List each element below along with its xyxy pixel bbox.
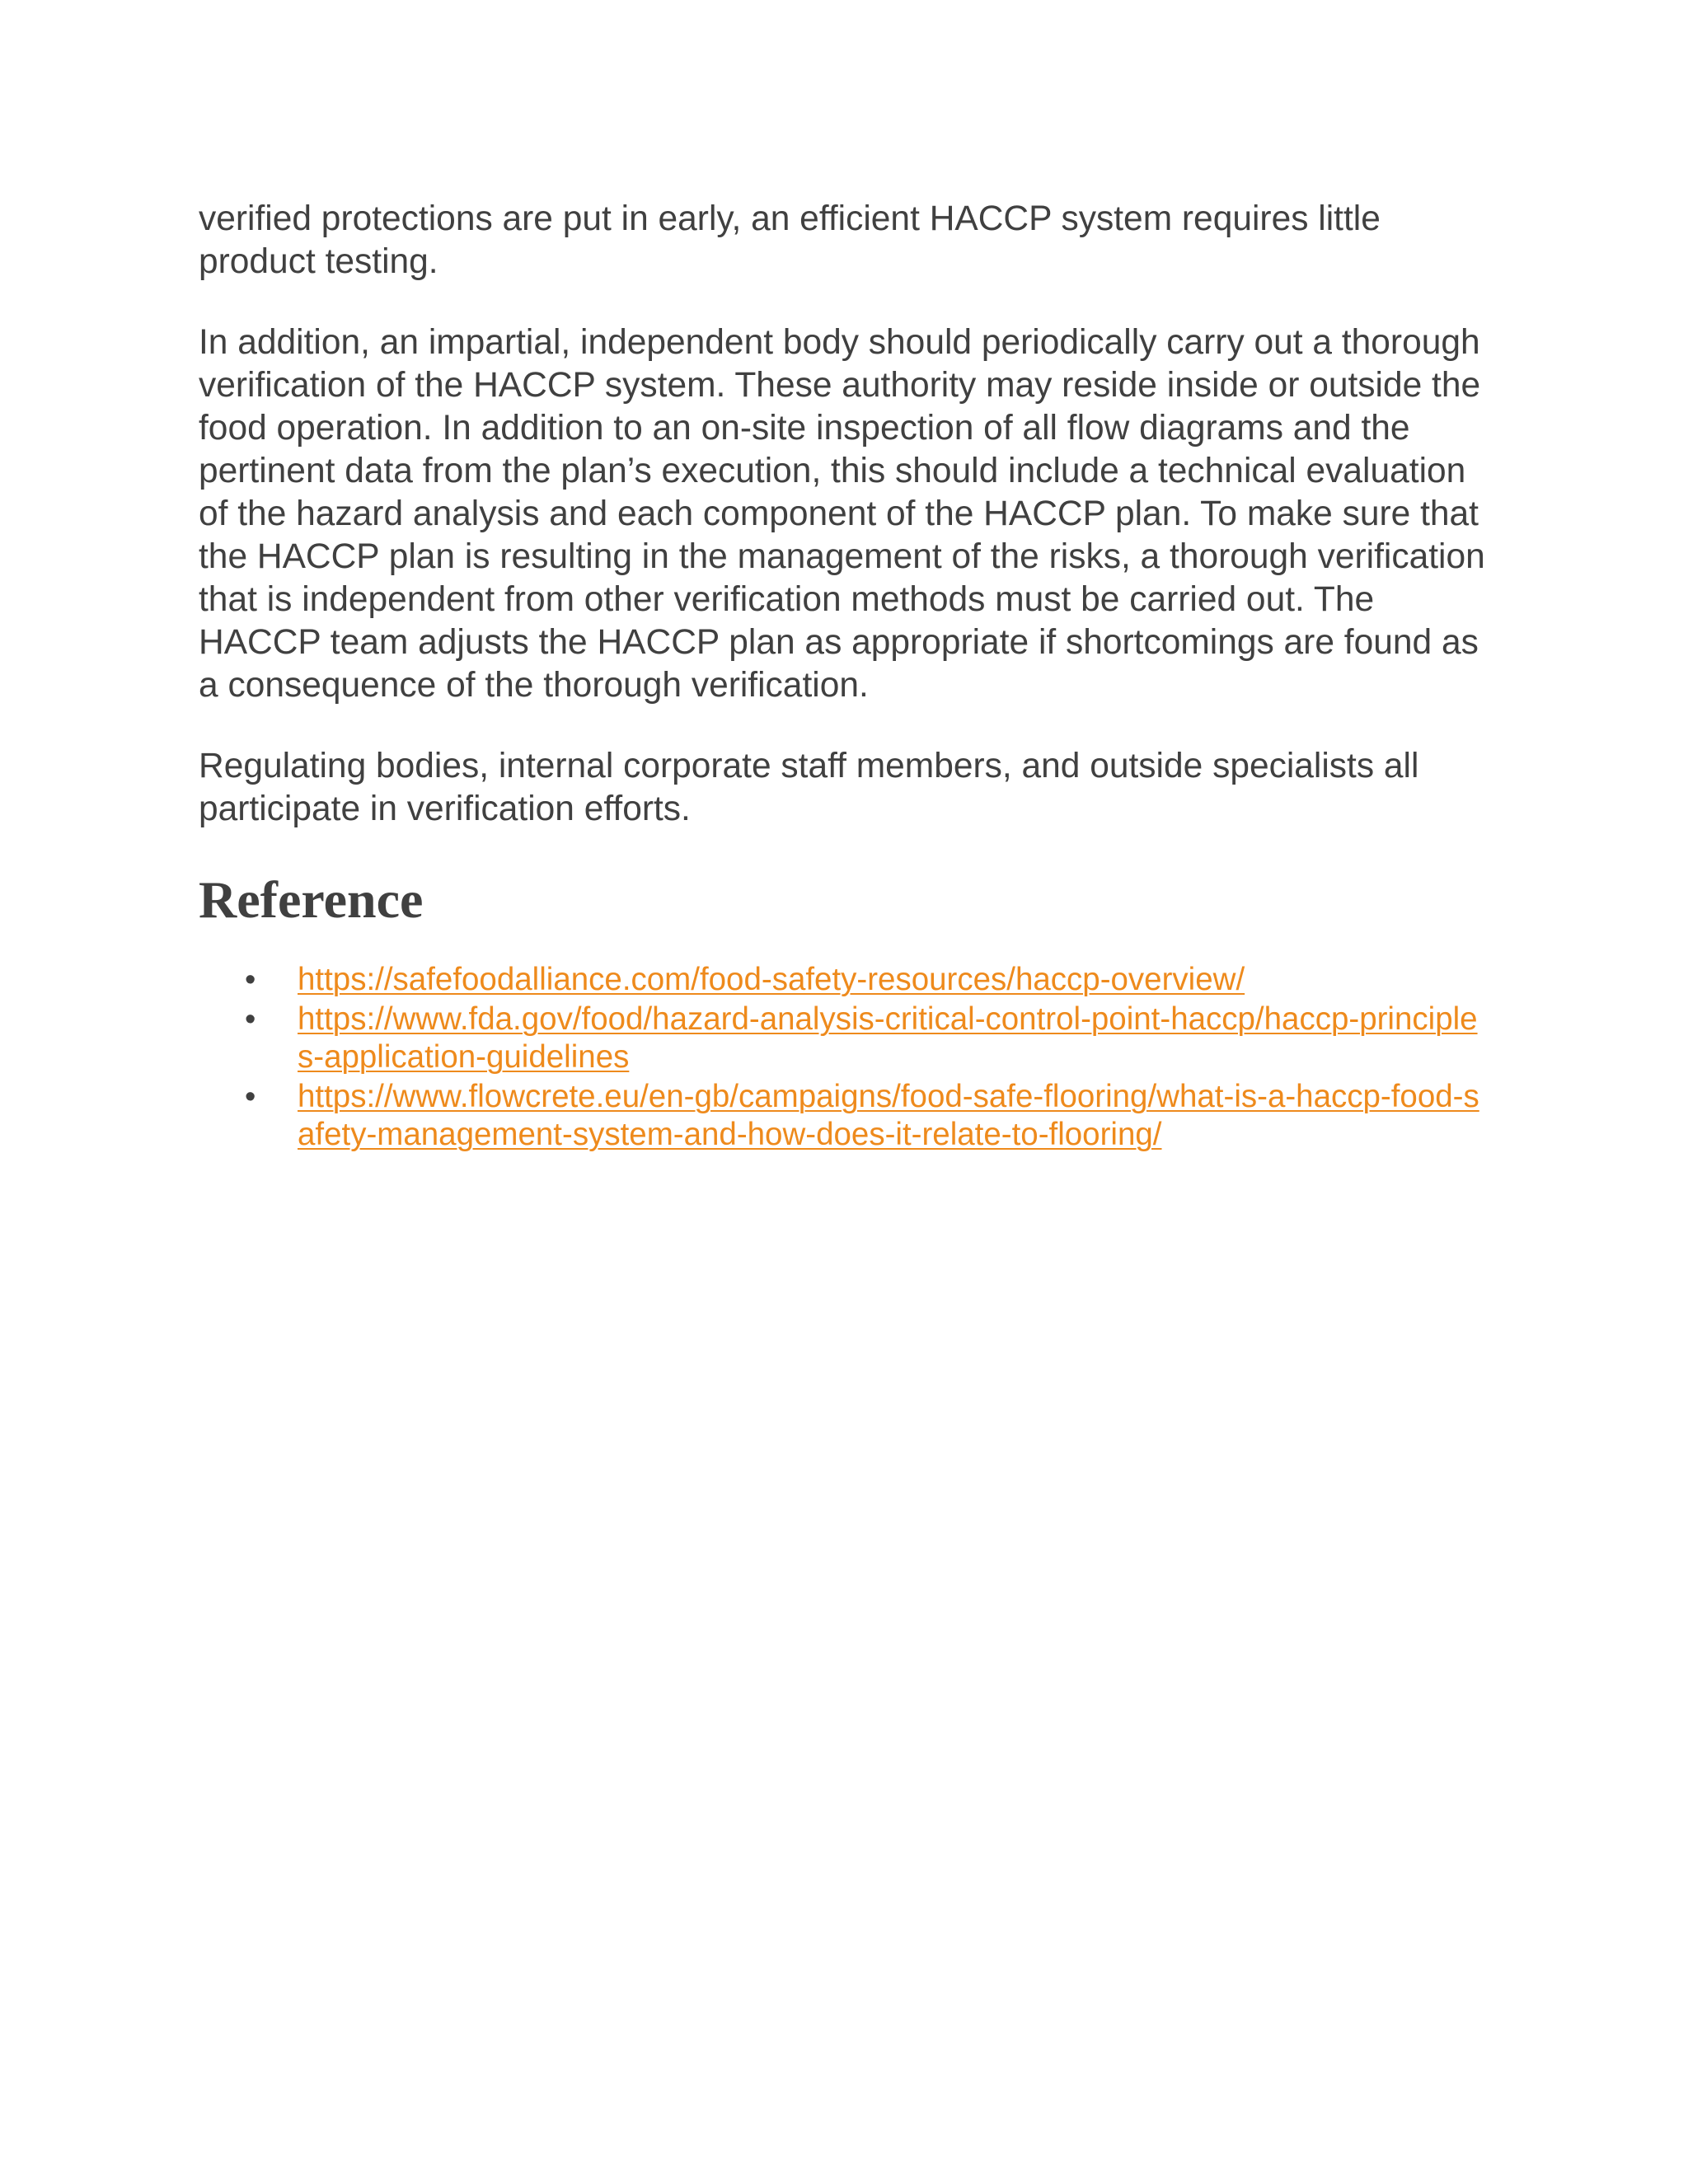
bullet-icon: • xyxy=(245,1002,256,1037)
reference-link-fda[interactable]: https://www.fda.gov/food/hazard-analysis-critical-control-point-haccp/haccp-principles-application-guidelines xyxy=(298,1001,1478,1075)
reference-link-flowcrete[interactable]: https://www.flowcrete.eu/en-gb/campaigns/food-safe-flooring/what-is-a-haccp-food-safety-management-system-and-how-does-it-relate-to-flooring/ xyxy=(298,1079,1479,1152)
reference-heading: Reference xyxy=(199,870,424,929)
paragraph-regulating-bodies: Regulating bodies, internal corporate staff members, and outside specialists all participate in verification efforts. xyxy=(199,747,1419,828)
bullet-icon: • xyxy=(245,963,256,997)
reference-item xyxy=(199,1001,1493,1076)
bullet-icon: • xyxy=(245,1080,256,1114)
paragraph-independent-verification: In addition, an impartial, independent body should periodically carry out a thorough verification of the HACCP system. These authority may reside inside or outside the food operation. In addition to an on-site inspection of all flow diagrams and the pertinent data from the plan’s execution, this should include a technical evaluation of the hazard analysis and each component of the HACCP plan. To make sure that the HACCP plan is resulting in the management of the risks, a thorough verification that is independent from other verification methods must be carried out. The HACCP team adjusts the HACCP plan as appropriate if shortcomings are found as a consequence of the thorough verification. xyxy=(199,323,1485,705)
page-content xyxy=(199,198,1493,1155)
reference-item xyxy=(199,961,1493,999)
paragraph-verified-protections: verified protections are put in early, an efficient HACCP system requires little product testing. xyxy=(199,199,1381,281)
reference-link-safefoodalliance[interactable]: https://safefoodalliance.com/food-safety-resources/haccp-overview/ xyxy=(298,962,1245,997)
reference-list xyxy=(199,961,1493,1154)
reference-item xyxy=(199,1078,1493,1154)
